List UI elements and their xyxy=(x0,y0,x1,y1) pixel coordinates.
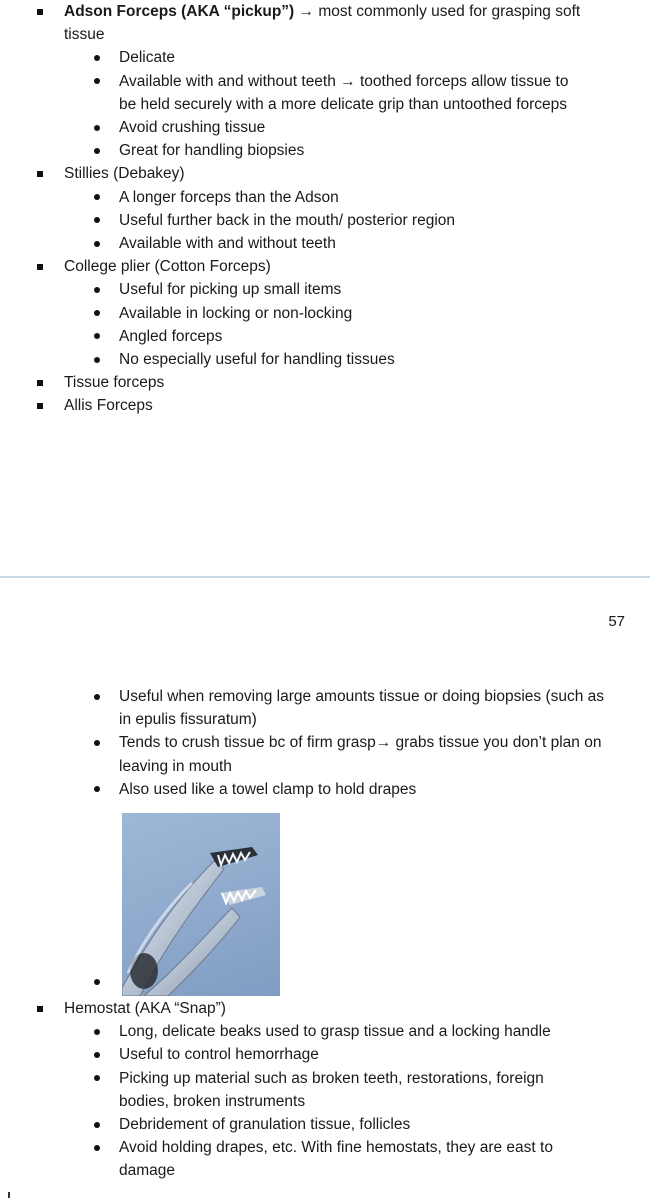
page-2 xyxy=(0,685,650,1183)
continued-sublist xyxy=(0,685,650,997)
item-text: Stillies (Debakey) xyxy=(64,165,185,183)
item-text: → most commonly used for grasping soft tissue xyxy=(64,3,581,44)
sub-item: Picking up material such as broken teeth, restorations, foreign bodies, broken instruments xyxy=(64,1067,620,1113)
sub-item: Avoid holding drapes, etc. With fine hemostats, they are east to damage xyxy=(64,1136,620,1182)
sub-item-image xyxy=(0,801,650,997)
sub-item: Angled forceps xyxy=(64,325,620,348)
list-item-tissue-forceps xyxy=(0,371,650,394)
item-text: Allis Forceps xyxy=(64,397,153,415)
list-item-hemostat xyxy=(0,997,650,1183)
page-number: 57 xyxy=(608,613,625,630)
sublist xyxy=(64,278,620,371)
sublist xyxy=(64,46,620,162)
sub-item: Available with and without teeth xyxy=(64,232,620,255)
sub-item: Delicate xyxy=(64,46,620,69)
sub-item: A longer forceps than the Adson xyxy=(64,186,620,209)
allis-forceps-photo xyxy=(122,813,280,996)
sublist xyxy=(64,1020,620,1182)
list-item-stillies xyxy=(0,162,650,255)
sub-item: Useful when removing large amounts tissue or doing biopsies (such as in epulis fissuratum) xyxy=(0,685,650,731)
item-text: Tissue forceps xyxy=(64,374,165,392)
sub-item: Tends to crush tissue bc of firm grasp→ grabs tissue you don’t plan on leaving in mouth xyxy=(0,731,650,777)
sub-item: Also used like a towel clamp to hold drapes xyxy=(0,778,650,801)
sub-item: Useful for picking up small items xyxy=(64,278,620,301)
sublist xyxy=(64,186,620,256)
sub-item: Long, delicate beaks used to grasp tissue and a locking handle xyxy=(64,1020,620,1043)
list-item-allis-forceps xyxy=(0,394,650,417)
list-item-adson xyxy=(0,0,650,162)
sub-item: Great for handling biopsies xyxy=(64,139,620,162)
sub-item: Avoid crushing tissue xyxy=(64,116,620,139)
page-divider xyxy=(0,576,650,578)
sub-item: No especially useful for handling tissues xyxy=(64,348,620,371)
sub-item: Available in locking or non-locking xyxy=(64,302,620,325)
sub-item: Useful to control hemorrhage xyxy=(64,1043,620,1066)
sub-item: Useful further back in the mouth/ posterior region xyxy=(64,209,620,232)
page2-list xyxy=(0,997,650,1183)
page-1 xyxy=(0,0,650,418)
item-text: Hemostat (AKA “Snap”) xyxy=(64,1000,226,1018)
sub-item: Available with and without teeth → toothed forceps allow tissue to be held securely with a more delicate grip than untoothed forceps xyxy=(64,70,620,116)
forceps-image xyxy=(122,813,280,996)
item-text: College plier (Cotton Forceps) xyxy=(64,258,271,276)
list-item-college-plier xyxy=(0,255,650,371)
page-edge-mark xyxy=(8,1192,10,1198)
item-title: Adson Forceps (AKA “pickup”) xyxy=(64,3,295,20)
sub-item: Debridement of granulation tissue, follicles xyxy=(64,1113,620,1136)
page1-list xyxy=(0,0,650,418)
